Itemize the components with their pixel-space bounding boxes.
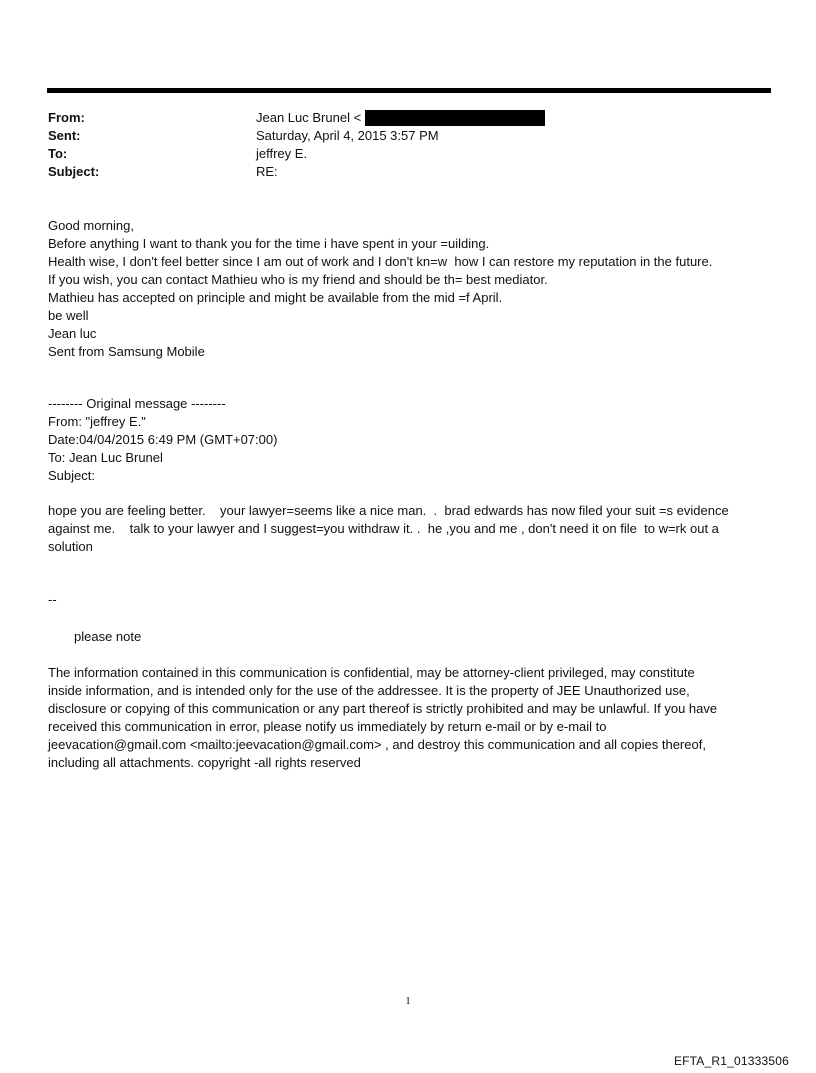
original-separator: -------- Original message -------- [48, 396, 226, 411]
original-to: To: Jean Luc Brunel [48, 450, 163, 465]
page-number: 1 [405, 995, 411, 1007]
disclaimer-line: disclosure or copying of this communication or any part thereof is strictly prohibited and may be unlawful. If you have [48, 701, 718, 716]
message-body [48, 217, 768, 361]
body-line: Before anything I want to thank you for the time i have spent in your =uilding. [48, 236, 490, 251]
body-line: be well [48, 308, 89, 323]
original-from: From: "jeffrey E." [48, 414, 146, 429]
from-label: From: [48, 110, 85, 125]
body-line: Jean luc [48, 326, 97, 341]
disclaimer-line: including all attachments. copyright -all rights reserved [48, 755, 361, 770]
sent-row [48, 127, 768, 145]
document-id: EFTA_R1_01333506 [673, 1054, 789, 1068]
disclaimer-line: received this communication in error, please notify us immediately by return e-mail or by e-mail to [48, 719, 607, 734]
to-value: jeffrey E. [256, 146, 308, 161]
original-message-body [48, 502, 768, 556]
body-line: If you wish, you can contact Mathieu who is my friend and should be th= best mediator. [48, 272, 548, 287]
subject-value: RE: [256, 164, 278, 179]
from-row [48, 109, 768, 127]
body-line: Mathieu has accepted on principle and might be available from the mid =f April. [48, 290, 503, 305]
note-block [48, 628, 768, 646]
body-line: Sent from Samsung Mobile [48, 344, 205, 359]
body-line: Good morning, [48, 218, 134, 233]
sent-label: Sent: [48, 128, 81, 143]
subject-row [48, 163, 768, 181]
original-subject: Subject: [48, 468, 95, 483]
from-sender: Jean Luc Brunel < [256, 110, 362, 125]
original-body-line: hope you are feeling better. your lawyer=seems like a nice man. . brad edwards has now filed your suit =s evidence [48, 503, 729, 518]
signature-marker [48, 591, 768, 609]
original-date: Date:04/04/2015 6:49 PM (GMT+07:00) [48, 432, 278, 447]
disclaimer-line: inside information, and is intended only for the use of the addressee. It is the property of JEE Unauthorized use, [48, 683, 690, 698]
note-label: please note [74, 629, 142, 644]
to-label: To: [48, 146, 68, 161]
disclaimer-line: jeevacation@gmail.com <mailto:jeevacation@gmail.com> , and destroy this communication and all copies thereof, [48, 737, 706, 752]
original-body-line: against me. talk to your lawyer and I suggest=you withdraw it. . he ,you and me , don't need it on file to w=rk out a [48, 521, 719, 536]
original-message-header [48, 395, 768, 485]
disclaimer [48, 664, 768, 772]
email-header [48, 109, 768, 181]
redaction-box [365, 110, 545, 126]
top-divider [47, 88, 771, 93]
from-value [256, 109, 545, 127]
signature-dashes: -- [48, 592, 57, 607]
original-body-line: solution [48, 539, 93, 554]
disclaimer-line: The information contained in this communication is confidential, may be attorney-client privileged, may constitute [48, 665, 695, 680]
subject-label: Subject: [48, 164, 100, 179]
to-row [48, 145, 768, 163]
sent-value: Saturday, April 4, 2015 3:57 PM [256, 128, 439, 143]
body-line: Health wise, I don't feel better since I am out of work and I don't kn=w how I can restore my reputation in the future. [48, 254, 713, 269]
